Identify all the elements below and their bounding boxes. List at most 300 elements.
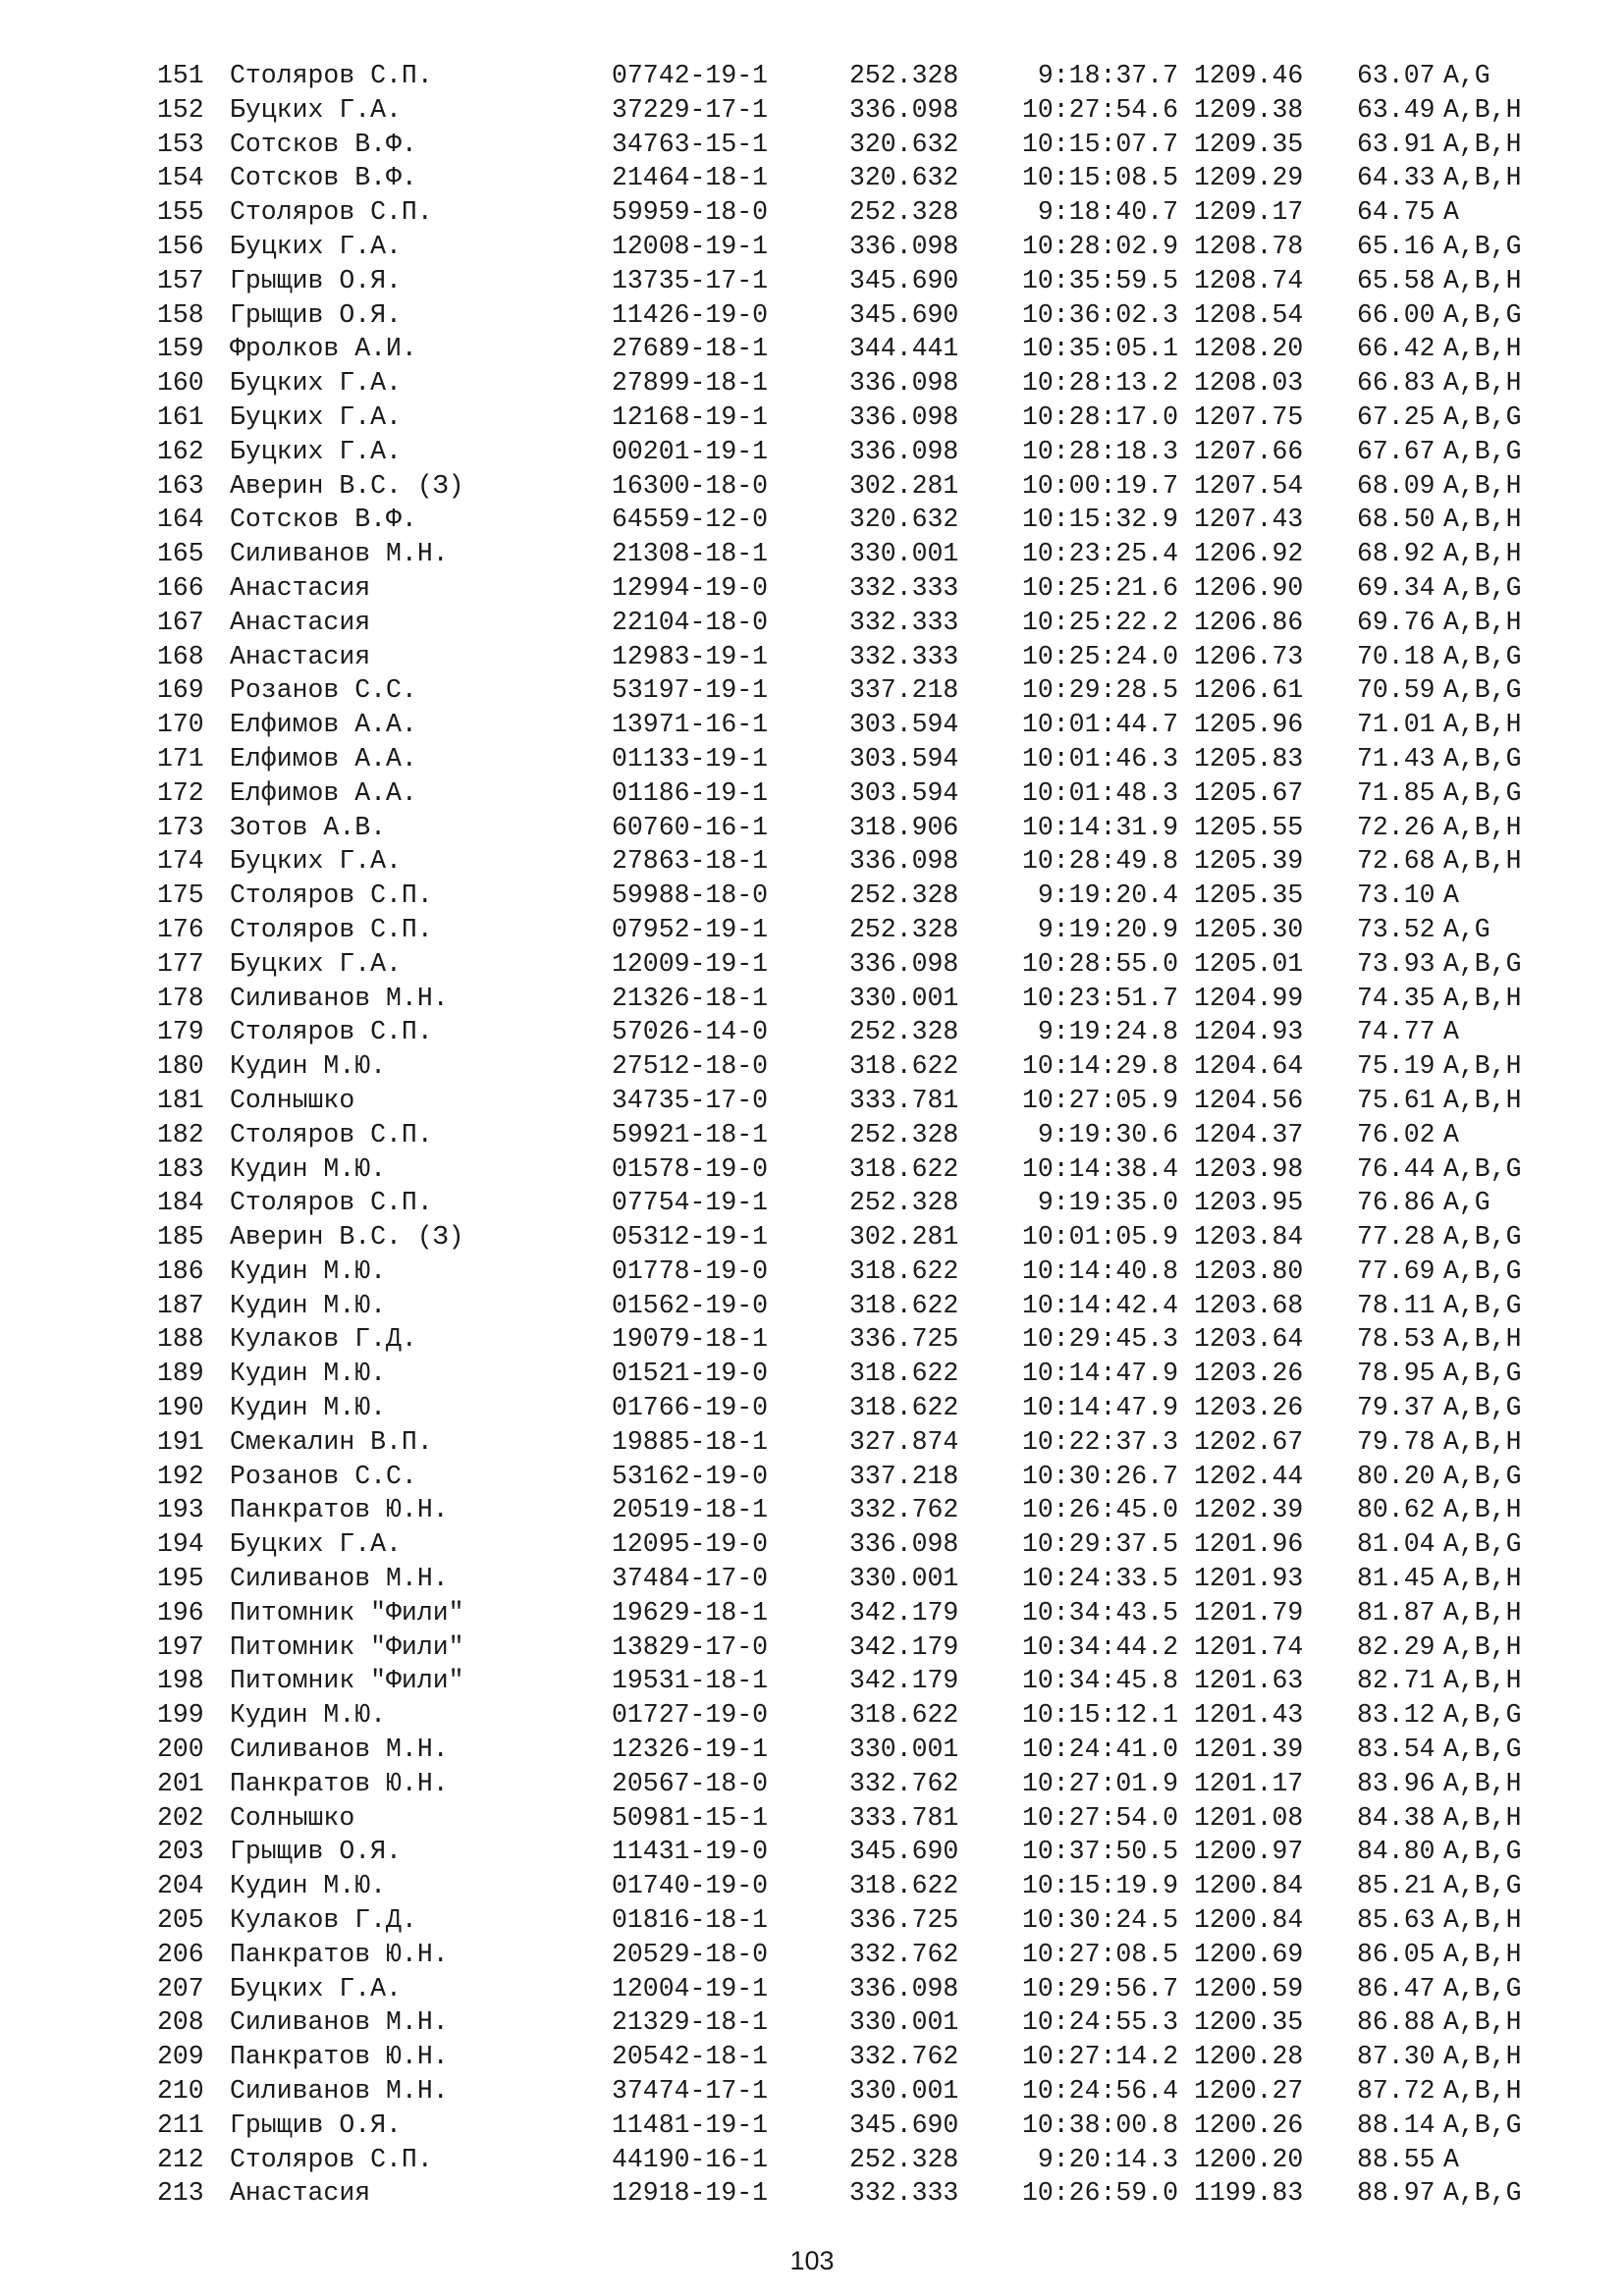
fancier-name: Сотсков В.Ф. bbox=[230, 163, 417, 193]
arrival-time: 10:25:21.6 bbox=[1021, 572, 1178, 603]
distance: 344.441 bbox=[849, 334, 959, 364]
ring-number: 07754-19-1 bbox=[612, 1188, 769, 1218]
fancier-name: Панкратов Ю.Н. bbox=[230, 1495, 449, 1525]
classes: A,B,G bbox=[1443, 675, 1522, 706]
fancier-name: Буцких Г.А. bbox=[230, 231, 402, 261]
coefficient: 82.71 bbox=[1357, 1666, 1435, 1696]
table-row bbox=[157, 571, 1581, 606]
coefficient: 74.77 bbox=[1357, 1017, 1435, 1047]
speed: 1201.79 bbox=[1194, 1597, 1304, 1628]
distance: 336.098 bbox=[849, 436, 959, 466]
classes: A,B,G bbox=[1443, 1222, 1522, 1253]
speed: 1203.80 bbox=[1194, 1255, 1304, 1286]
classes: A,B,H bbox=[1443, 470, 1522, 501]
coefficient: 84.80 bbox=[1357, 1837, 1435, 1867]
table-row bbox=[157, 537, 1581, 571]
place-number: 179 bbox=[157, 1017, 204, 1047]
fancier-name: Буцких Г.А. bbox=[230, 846, 402, 877]
table-row bbox=[157, 2143, 1581, 2177]
fancier-name: Грыщив О.Я. bbox=[230, 2109, 402, 2140]
coefficient: 76.44 bbox=[1357, 1153, 1435, 1184]
table-row bbox=[157, 195, 1581, 230]
place-number: 164 bbox=[157, 505, 204, 535]
speed: 1208.74 bbox=[1194, 265, 1304, 295]
fancier-name: Розанов С.С. bbox=[230, 1461, 417, 1491]
ring-number: 53162-19-0 bbox=[612, 1461, 769, 1491]
classes: A,B,G bbox=[1443, 948, 1522, 979]
coefficient: 77.28 bbox=[1357, 1222, 1435, 1253]
ring-number: 60760-16-1 bbox=[612, 812, 769, 842]
classes: A bbox=[1443, 1119, 1459, 1149]
ring-number: 13829-17-0 bbox=[612, 1631, 769, 1662]
distance: 337.218 bbox=[849, 1461, 959, 1491]
ring-number: 12095-19-0 bbox=[612, 1529, 769, 1560]
distance: 332.762 bbox=[849, 1495, 959, 1525]
table-row bbox=[157, 2040, 1581, 2074]
table-row bbox=[157, 2109, 1581, 2143]
table-row bbox=[157, 776, 1581, 811]
speed: 1208.03 bbox=[1194, 368, 1304, 399]
ring-number: 01778-19-0 bbox=[612, 1255, 769, 1286]
classes: A,B,H bbox=[1443, 265, 1522, 295]
ring-number: 34763-15-1 bbox=[612, 129, 769, 159]
table-row bbox=[157, 913, 1581, 947]
arrival-time: 10:28:13.2 bbox=[1021, 368, 1178, 399]
ring-number: 27689-18-1 bbox=[612, 334, 769, 364]
distance: 336.725 bbox=[849, 1324, 959, 1355]
place-number: 187 bbox=[157, 1290, 204, 1320]
distance: 252.328 bbox=[849, 1119, 959, 1149]
coefficient: 64.33 bbox=[1357, 163, 1435, 193]
fancier-name: Питомник "Фили" bbox=[230, 1597, 464, 1628]
table-row bbox=[157, 59, 1581, 93]
ring-number: 37484-17-0 bbox=[612, 1564, 769, 1594]
classes: A,B,H bbox=[1443, 1085, 1522, 1115]
fancier-name: Аверин В.С. (З) bbox=[230, 1222, 464, 1253]
speed: 1201.93 bbox=[1194, 1564, 1304, 1594]
table-row bbox=[157, 503, 1581, 537]
classes: A,B,H bbox=[1443, 1426, 1522, 1457]
fancier-name: Аверин В.С. (З) bbox=[230, 470, 464, 501]
fancier-name: Анастасия bbox=[230, 641, 371, 671]
arrival-time: 9:19:30.6 bbox=[1037, 1119, 1178, 1149]
place-number: 205 bbox=[157, 1905, 204, 1936]
table-row bbox=[157, 469, 1581, 504]
place-number: 178 bbox=[157, 983, 204, 1013]
arrival-time: 10:29:28.5 bbox=[1021, 675, 1178, 706]
classes: A,B,G bbox=[1443, 1700, 1522, 1731]
place-number: 189 bbox=[157, 1359, 204, 1389]
table-row bbox=[157, 1630, 1581, 1665]
fancier-name: Кулаков Г.Д. bbox=[230, 1324, 417, 1355]
fancier-name: Елфимов А.А. bbox=[230, 777, 417, 808]
place-number: 206 bbox=[157, 1939, 204, 1969]
speed: 1200.84 bbox=[1194, 1905, 1304, 1936]
arrival-time: 10:14:40.8 bbox=[1021, 1255, 1178, 1286]
fancier-name: Кудин М.Ю. bbox=[230, 1051, 387, 1082]
place-number: 184 bbox=[157, 1188, 204, 1218]
speed: 1200.59 bbox=[1194, 1973, 1304, 2003]
ring-number: 01816-18-1 bbox=[612, 1905, 769, 1936]
ring-number: 12009-19-1 bbox=[612, 948, 769, 979]
place-number: 166 bbox=[157, 572, 204, 603]
fancier-name: Фролков А.И. bbox=[230, 334, 417, 364]
speed: 1202.67 bbox=[1194, 1426, 1304, 1457]
fancier-name: Столяров С.П. bbox=[230, 1188, 433, 1218]
speed: 1201.63 bbox=[1194, 1666, 1304, 1696]
table-row bbox=[157, 1733, 1581, 1767]
coefficient: 79.37 bbox=[1357, 1393, 1435, 1423]
arrival-time: 10:26:45.0 bbox=[1021, 1495, 1178, 1525]
place-number: 198 bbox=[157, 1666, 204, 1696]
place-number: 194 bbox=[157, 1529, 204, 1560]
distance: 333.781 bbox=[849, 1085, 959, 1115]
fancier-name: Буцких Г.А. bbox=[230, 948, 402, 979]
arrival-time: 10:36:02.3 bbox=[1021, 299, 1178, 330]
arrival-time: 9:18:40.7 bbox=[1037, 197, 1178, 228]
ring-number: 59959-18-0 bbox=[612, 197, 769, 228]
ring-number: 11431-19-0 bbox=[612, 1837, 769, 1867]
place-number: 175 bbox=[157, 881, 204, 911]
classes: A,B,G bbox=[1443, 1153, 1522, 1184]
arrival-time: 10:28:02.9 bbox=[1021, 231, 1178, 261]
place-number: 210 bbox=[157, 2076, 204, 2107]
fancier-name: Анастасия bbox=[230, 572, 371, 603]
speed: 1204.99 bbox=[1194, 983, 1304, 1013]
distance: 332.762 bbox=[849, 2042, 959, 2072]
table-row bbox=[157, 1357, 1581, 1391]
ring-number: 05312-19-1 bbox=[612, 1222, 769, 1253]
distance: 342.179 bbox=[849, 1631, 959, 1662]
speed: 1205.35 bbox=[1194, 881, 1304, 911]
place-number: 188 bbox=[157, 1324, 204, 1355]
table-row bbox=[157, 879, 1581, 913]
classes: A,B,G bbox=[1443, 2109, 1522, 2140]
arrival-time: 10:27:14.2 bbox=[1021, 2042, 1178, 2072]
ring-number: 12004-19-1 bbox=[612, 1973, 769, 2003]
speed: 1204.93 bbox=[1194, 1017, 1304, 1047]
coefficient: 83.96 bbox=[1357, 1768, 1435, 1798]
distance: 332.762 bbox=[849, 1939, 959, 1969]
ring-number: 34735-17-0 bbox=[612, 1085, 769, 1115]
fancier-name: Кудин М.Ю. bbox=[230, 1359, 387, 1389]
table-row bbox=[157, 1049, 1581, 1084]
coefficient: 88.14 bbox=[1357, 2109, 1435, 2140]
coefficient: 86.88 bbox=[1357, 2007, 1435, 2038]
place-number: 196 bbox=[157, 1597, 204, 1628]
table-row bbox=[157, 1220, 1581, 1255]
ring-number: 01521-19-0 bbox=[612, 1359, 769, 1389]
ring-number: 12168-19-1 bbox=[612, 401, 769, 432]
distance: 303.594 bbox=[849, 743, 959, 774]
place-number: 155 bbox=[157, 197, 204, 228]
place-number: 193 bbox=[157, 1495, 204, 1525]
distance: 252.328 bbox=[849, 2144, 959, 2174]
ring-number: 59988-18-0 bbox=[612, 881, 769, 911]
fancier-name: Кудин М.Ю. bbox=[230, 1255, 387, 1286]
coefficient: 86.05 bbox=[1357, 1939, 1435, 1969]
ring-number: 11481-19-1 bbox=[612, 2109, 769, 2140]
distance: 302.281 bbox=[849, 1222, 959, 1253]
speed: 1204.37 bbox=[1194, 1119, 1304, 1149]
classes: A,B,H bbox=[1443, 1495, 1522, 1525]
distance: 336.098 bbox=[849, 1529, 959, 1560]
place-number: 152 bbox=[157, 94, 204, 125]
place-number: 173 bbox=[157, 812, 204, 842]
speed: 1200.26 bbox=[1194, 2109, 1304, 2140]
classes: A,B,G bbox=[1443, 1735, 1522, 1765]
arrival-time: 10:27:05.9 bbox=[1021, 1085, 1178, 1115]
distance: 336.725 bbox=[849, 1905, 959, 1936]
speed: 1203.68 bbox=[1194, 1290, 1304, 1320]
ring-number: 12994-19-0 bbox=[612, 572, 769, 603]
coefficient: 64.75 bbox=[1357, 197, 1435, 228]
place-number: 183 bbox=[157, 1153, 204, 1184]
speed: 1207.66 bbox=[1194, 436, 1304, 466]
table-row bbox=[157, 1015, 1581, 1049]
fancier-name: Кудин М.Ю. bbox=[230, 1290, 387, 1320]
table-row bbox=[157, 366, 1581, 400]
table-row bbox=[157, 230, 1581, 264]
coefficient: 68.50 bbox=[1357, 505, 1435, 535]
ring-number: 64559-12-0 bbox=[612, 505, 769, 535]
place-number: 167 bbox=[157, 607, 204, 637]
place-number: 197 bbox=[157, 1631, 204, 1662]
classes: A,B,H bbox=[1443, 1905, 1522, 1936]
speed: 1209.29 bbox=[1194, 163, 1304, 193]
speed: 1208.20 bbox=[1194, 334, 1304, 364]
distance: 345.690 bbox=[849, 2109, 959, 2140]
speed: 1203.64 bbox=[1194, 1324, 1304, 1355]
place-number: 177 bbox=[157, 948, 204, 979]
place-number: 201 bbox=[157, 1768, 204, 1798]
table-row bbox=[157, 673, 1581, 708]
fancier-name: Силиванов М.Н. bbox=[230, 983, 449, 1013]
coefficient: 72.68 bbox=[1357, 846, 1435, 877]
fancier-name: Столяров С.П. bbox=[230, 914, 433, 944]
table-row bbox=[157, 264, 1581, 298]
coefficient: 75.61 bbox=[1357, 1085, 1435, 1115]
table-row bbox=[157, 161, 1581, 195]
classes: A,B,H bbox=[1443, 1631, 1522, 1662]
table-row bbox=[157, 1767, 1581, 1801]
ring-number: 53197-19-1 bbox=[612, 675, 769, 706]
coefficient: 77.69 bbox=[1357, 1255, 1435, 1286]
fancier-name: Столяров С.П. bbox=[230, 2144, 433, 2174]
speed: 1202.39 bbox=[1194, 1495, 1304, 1525]
arrival-time: 10:37:50.5 bbox=[1021, 1837, 1178, 1867]
fancier-name: Столяров С.П. bbox=[230, 61, 433, 90]
table-row bbox=[157, 1118, 1581, 1152]
table-row bbox=[157, 708, 1581, 742]
coefficient: 70.59 bbox=[1357, 675, 1435, 706]
coefficient: 80.20 bbox=[1357, 1461, 1435, 1491]
speed: 1200.97 bbox=[1194, 1837, 1304, 1867]
classes: A,B,G bbox=[1443, 1290, 1522, 1320]
classes: A,B,H bbox=[1443, 1564, 1522, 1594]
fancier-name: Панкратов Ю.Н. bbox=[230, 2042, 449, 2072]
fancier-name: Питомник "Фили" bbox=[230, 1666, 464, 1696]
classes: A,B,H bbox=[1443, 1597, 1522, 1628]
classes: A,B,G bbox=[1443, 777, 1522, 808]
classes: A,B,H bbox=[1443, 94, 1522, 125]
table-row bbox=[157, 1255, 1581, 1289]
place-number: 162 bbox=[157, 436, 204, 466]
place-number: 163 bbox=[157, 470, 204, 501]
fancier-name: Буцких Г.А. bbox=[230, 1529, 402, 1560]
distance: 330.001 bbox=[849, 1735, 959, 1765]
place-number: 192 bbox=[157, 1461, 204, 1491]
ring-number: 13971-16-1 bbox=[612, 710, 769, 740]
classes: A,B,H bbox=[1443, 1768, 1522, 1798]
ring-number: 11426-19-0 bbox=[612, 299, 769, 330]
coefficient: 75.19 bbox=[1357, 1051, 1435, 1082]
classes: A,G bbox=[1443, 1188, 1490, 1218]
fancier-name: Силиванов М.Н. bbox=[230, 2007, 449, 2038]
arrival-time: 10:14:38.4 bbox=[1021, 1153, 1178, 1184]
fancier-name: Елфимов А.А. bbox=[230, 743, 417, 774]
place-number: 151 bbox=[157, 61, 204, 90]
fancier-name: Елфимов А.А. bbox=[230, 710, 417, 740]
speed: 1208.78 bbox=[1194, 231, 1304, 261]
table-row bbox=[157, 1460, 1581, 1494]
place-number: 153 bbox=[157, 129, 204, 159]
speed: 1201.43 bbox=[1194, 1700, 1304, 1731]
arrival-time: 10:23:51.7 bbox=[1021, 983, 1178, 1013]
distance: 252.328 bbox=[849, 197, 959, 228]
table-row bbox=[157, 1289, 1581, 1323]
speed: 1207.54 bbox=[1194, 470, 1304, 501]
fancier-name: Сотсков В.Ф. bbox=[230, 505, 417, 535]
distance: 252.328 bbox=[849, 1017, 959, 1047]
classes: A,B,H bbox=[1443, 983, 1522, 1013]
classes: A,B,G bbox=[1443, 1461, 1522, 1491]
distance: 318.622 bbox=[849, 1153, 959, 1184]
ring-number: 57026-14-0 bbox=[612, 1017, 769, 1047]
fancier-name: Столяров С.П. bbox=[230, 1017, 433, 1047]
fancier-name: Кудин М.Ю. bbox=[230, 1393, 387, 1423]
distance: 318.906 bbox=[849, 812, 959, 842]
arrival-time: 10:29:56.7 bbox=[1021, 1973, 1178, 2003]
table-row bbox=[157, 2074, 1581, 2109]
distance: 330.001 bbox=[849, 1564, 959, 1594]
coefficient: 73.10 bbox=[1357, 881, 1435, 911]
speed: 1202.44 bbox=[1194, 1461, 1304, 1491]
coefficient: 85.63 bbox=[1357, 1905, 1435, 1936]
classes: A,B,H bbox=[1443, 607, 1522, 637]
place-number: 171 bbox=[157, 743, 204, 774]
ring-number: 13735-17-1 bbox=[612, 265, 769, 295]
speed: 1209.38 bbox=[1194, 94, 1304, 125]
arrival-time: 10:01:44.7 bbox=[1021, 710, 1178, 740]
distance: 345.690 bbox=[849, 299, 959, 330]
fancier-name: Буцких Г.А. bbox=[230, 94, 402, 125]
ring-number: 01186-19-1 bbox=[612, 777, 769, 808]
ring-number: 27899-18-1 bbox=[612, 368, 769, 399]
coefficient: 81.45 bbox=[1357, 1564, 1435, 1594]
fancier-name: Силиванов М.Н. bbox=[230, 2076, 449, 2107]
distance: 252.328 bbox=[849, 61, 959, 90]
page-number: 103 bbox=[789, 2246, 835, 2275]
arrival-time: 10:27:54.6 bbox=[1021, 94, 1178, 125]
classes: A,B,H bbox=[1443, 1939, 1522, 1969]
speed: 1205.39 bbox=[1194, 846, 1304, 877]
table-row bbox=[157, 1596, 1581, 1630]
coefficient: 70.18 bbox=[1357, 641, 1435, 671]
distance: 332.333 bbox=[849, 607, 959, 637]
table-row bbox=[157, 128, 1581, 162]
coefficient: 71.85 bbox=[1357, 777, 1435, 808]
place-number: 181 bbox=[157, 1085, 204, 1115]
place-number: 213 bbox=[157, 2178, 204, 2209]
arrival-time: 10:28:55.0 bbox=[1021, 948, 1178, 979]
coefficient: 79.78 bbox=[1357, 1426, 1435, 1457]
classes: A,B,G bbox=[1443, 2178, 1522, 2209]
place-number: 169 bbox=[157, 675, 204, 706]
classes: A bbox=[1443, 197, 1459, 228]
classes: A,B,G bbox=[1443, 231, 1522, 261]
fancier-name: Буцких Г.А. bbox=[230, 436, 402, 466]
fancier-name: Панкратов Ю.Н. bbox=[230, 1939, 449, 1969]
fancier-name: Солнышко bbox=[230, 1802, 355, 1833]
arrival-time: 9:19:24.8 bbox=[1037, 1017, 1178, 1047]
distance: 330.001 bbox=[849, 983, 959, 1013]
distance: 303.594 bbox=[849, 710, 959, 740]
classes: A,B,H bbox=[1443, 812, 1522, 842]
arrival-time: 9:19:20.9 bbox=[1037, 914, 1178, 944]
classes: A,B,G bbox=[1443, 1255, 1522, 1286]
place-number: 203 bbox=[157, 1837, 204, 1867]
distance: 336.098 bbox=[849, 368, 959, 399]
arrival-time: 9:20:14.3 bbox=[1037, 2144, 1178, 2174]
speed: 1208.54 bbox=[1194, 299, 1304, 330]
arrival-time: 9:18:37.7 bbox=[1037, 61, 1178, 90]
coefficient: 66.00 bbox=[1357, 299, 1435, 330]
place-number: 161 bbox=[157, 401, 204, 432]
speed: 1209.46 bbox=[1194, 61, 1304, 90]
speed: 1204.56 bbox=[1194, 1085, 1304, 1115]
place-number: 199 bbox=[157, 1700, 204, 1731]
arrival-time: 10:28:17.0 bbox=[1021, 401, 1178, 432]
speed: 1203.84 bbox=[1194, 1222, 1304, 1253]
place-number: 190 bbox=[157, 1393, 204, 1423]
place-number: 208 bbox=[157, 2007, 204, 2038]
speed: 1206.92 bbox=[1194, 539, 1304, 569]
ring-number: 19079-18-1 bbox=[612, 1324, 769, 1355]
arrival-time: 10:27:01.9 bbox=[1021, 1768, 1178, 1798]
fancier-name: Солнышко bbox=[230, 1085, 355, 1115]
fancier-name: Силиванов М.Н. bbox=[230, 1735, 449, 1765]
coefficient: 72.26 bbox=[1357, 812, 1435, 842]
speed: 1200.20 bbox=[1194, 2144, 1304, 2174]
distance: 303.594 bbox=[849, 777, 959, 808]
fancier-name: Столяров С.П. bbox=[230, 197, 433, 228]
table-row bbox=[157, 1084, 1581, 1118]
distance: 332.333 bbox=[849, 641, 959, 671]
table-row bbox=[157, 1425, 1581, 1460]
speed: 1203.26 bbox=[1194, 1393, 1304, 1423]
coefficient: 84.38 bbox=[1357, 1802, 1435, 1833]
classes: A,B,G bbox=[1443, 1871, 1522, 1901]
distance: 252.328 bbox=[849, 914, 959, 944]
place-number: 160 bbox=[157, 368, 204, 399]
table-row bbox=[157, 1391, 1581, 1425]
place-number: 186 bbox=[157, 1255, 204, 1286]
coefficient: 78.11 bbox=[1357, 1290, 1435, 1320]
classes: A,B,G bbox=[1443, 1529, 1522, 1560]
fancier-name: Розанов С.С. bbox=[230, 675, 417, 706]
speed: 1203.95 bbox=[1194, 1188, 1304, 1218]
